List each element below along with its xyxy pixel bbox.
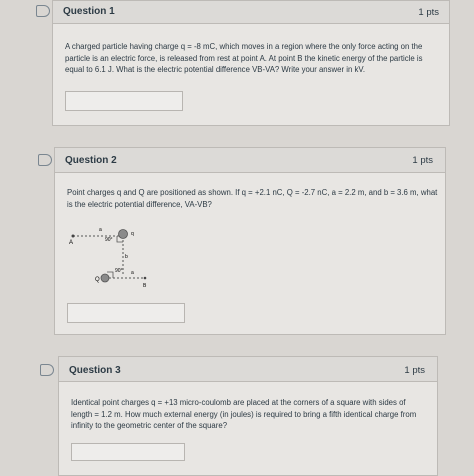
point-b-dot (144, 277, 147, 280)
label-Q: Q (95, 277, 100, 283)
question-points: 1 pts (418, 7, 439, 18)
question-header (55, 148, 445, 173)
question-title: Question 3 (69, 365, 121, 376)
bookmark-flag-icon[interactable] (38, 154, 52, 166)
question-text: Point charges q and Q are positioned as shown. If q = +2.1 nC, Q = -2.7 nC, a = 2.2 m, and b = 3.6 m, what is the electric potential difference, VA-VB? (67, 188, 438, 209)
question-text: Identical point charges q = +13 micro-coulomb are placed at the corners of a square with sides of length = 1.2 m. How much external energy (in joules) is required to bring a fifth identical charge from infinity to the geometric center of the square? (71, 398, 417, 430)
answer-input[interactable] (71, 443, 185, 461)
question-title: Question 1 (63, 6, 115, 17)
charge-q-dot (119, 230, 128, 239)
question-card-1 (52, 0, 450, 126)
label-a-top: a (99, 227, 102, 233)
label-a-bottom: a (131, 270, 134, 276)
question-title: Question 2 (65, 155, 117, 166)
answer-input[interactable] (65, 91, 183, 111)
angle-bottom: 90° (115, 268, 123, 274)
charge-Q-dot (101, 274, 109, 282)
angle-top: 90° (105, 237, 113, 243)
question-points: 1 pts (404, 365, 425, 376)
label-B: B (143, 283, 147, 289)
label-q: q (131, 231, 134, 237)
bookmark-flag-icon[interactable] (36, 5, 50, 17)
question-points: 1 pts (412, 155, 433, 166)
bookmark-flag-icon[interactable] (40, 364, 54, 376)
label-A: A (69, 240, 74, 246)
label-b: b (125, 254, 128, 260)
question-card-2 (54, 147, 446, 335)
charges-diagram (65, 220, 175, 295)
answer-input[interactable] (67, 303, 185, 323)
question-text: A charged particle having charge q = -8 mC, which moves in a region where the only force acting on the particle is an electric force, is released from rest at point A. At point B the kinetic energy of the particle is equal to 6.1 J. What is the electric potential difference VB-VA? Write your answer in kV. (65, 42, 423, 74)
question-card-3 (58, 356, 438, 476)
question-header (53, 1, 449, 24)
question-header (59, 357, 437, 382)
point-a-dot (72, 235, 75, 238)
